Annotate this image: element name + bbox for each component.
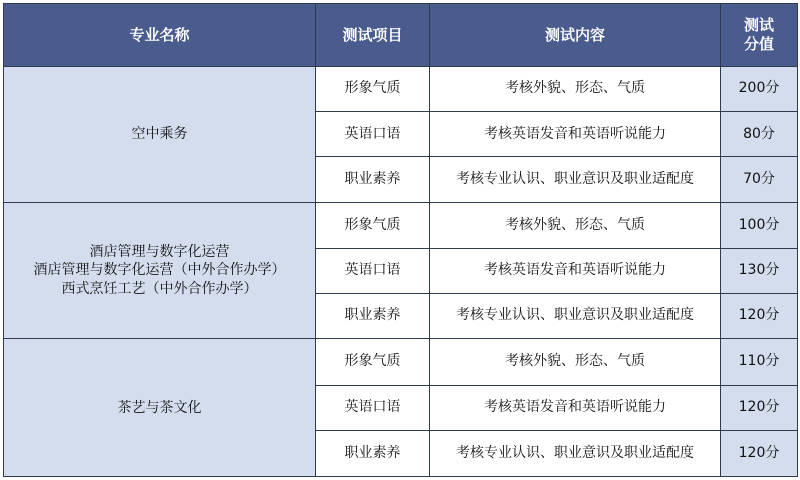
major-name: 酒店管理与数字化运营（中外合作办学） — [33, 262, 286, 279]
test-content-cell: 考核英语发音和英语听说能力 — [430, 385, 721, 430]
test-item-cell: 形象气质 — [316, 67, 430, 112]
major-name: 西式烹饪工艺（中外合作办学） — [61, 280, 258, 297]
test-content-cell: 考核英语发音和英语听说能力 — [430, 248, 721, 293]
major-cell — [4, 67, 316, 203]
test-item-cell: 英语口语 — [316, 248, 430, 293]
major-cell — [4, 202, 316, 339]
major-cell — [4, 339, 316, 477]
major-name: 空中乘务 — [131, 126, 188, 143]
header-score-line1: 测试 — [743, 16, 774, 35]
test-score-cell: 200分 — [721, 67, 798, 112]
test-item-cell: 英语口语 — [316, 112, 430, 157]
test-score-cell: 80分 — [721, 112, 798, 157]
table-row — [4, 339, 798, 385]
header-test-item: 测试项目 — [316, 4, 430, 67]
test-item-cell: 职业素养 — [316, 157, 430, 202]
test-content-cell: 考核外貌、形态、气质 — [430, 339, 721, 385]
header-row — [4, 4, 798, 67]
test-item-cell: 职业素养 — [316, 430, 430, 476]
table-row — [4, 202, 798, 248]
test-content-cell: 考核外貌、形态、气质 — [430, 202, 721, 248]
test-content-cell: 考核英语发音和英语听说能力 — [430, 112, 721, 157]
test-score-cell: 110分 — [721, 339, 798, 385]
score-table-container — [3, 3, 797, 477]
test-item-cell: 形象气质 — [316, 202, 430, 248]
major-name: 酒店管理与数字化运营 — [89, 244, 230, 261]
test-score-cell: 120分 — [721, 294, 798, 339]
header-score-line2: 分值 — [743, 35, 774, 53]
test-content-cell: 考核专业认识、职业意识及职业适配度 — [430, 430, 721, 476]
test-item-cell: 职业素养 — [316, 294, 430, 339]
exam-score-table — [3, 3, 798, 477]
header-major-name: 专业名称 — [4, 4, 316, 67]
test-content-cell: 考核外貌、形态、气质 — [430, 67, 721, 112]
test-score-cell: 70分 — [721, 157, 798, 202]
test-content-cell: 考核专业认识、职业意识及职业适配度 — [430, 294, 721, 339]
major-name: 茶艺与茶文化 — [117, 399, 202, 416]
test-score-cell: 100分 — [721, 202, 798, 248]
header-test-score — [721, 4, 798, 67]
header-test-content: 测试内容 — [430, 4, 721, 67]
test-item-cell: 英语口语 — [316, 385, 430, 430]
table-row — [4, 67, 798, 112]
test-content-cell: 考核专业认识、职业意识及职业适配度 — [430, 157, 721, 202]
test-score-cell: 120分 — [721, 385, 798, 430]
test-score-cell: 130分 — [721, 248, 798, 293]
test-score-cell: 120分 — [721, 430, 798, 476]
test-item-cell: 形象气质 — [316, 339, 430, 385]
